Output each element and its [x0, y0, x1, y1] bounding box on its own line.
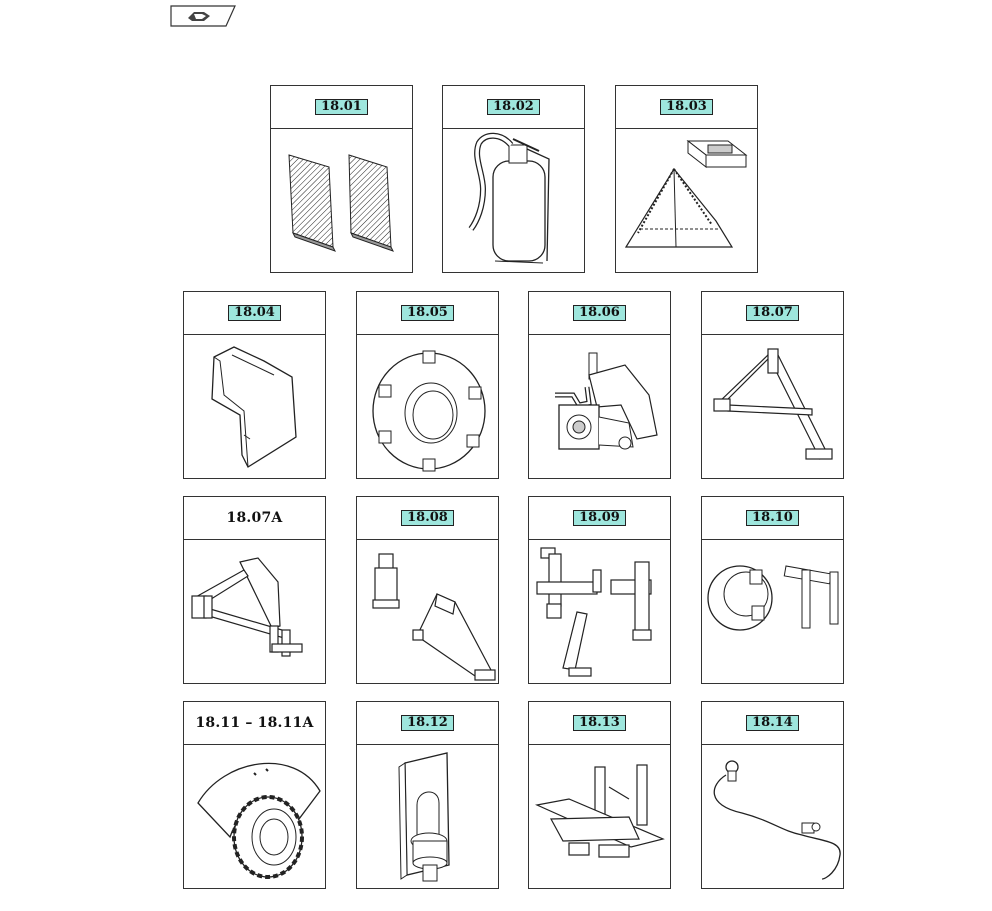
- mudguard-tire-icon: [184, 745, 325, 888]
- jack-stand-icon: [357, 540, 498, 683]
- part-code-badge: 18.03: [660, 99, 713, 115]
- part-card-18-08[interactable]: [356, 496, 499, 684]
- back-navigation-icon[interactable]: [170, 5, 236, 27]
- a-frame-icon: [702, 335, 843, 478]
- front-weight-icon: [184, 335, 325, 478]
- linkage-frame-icon: [184, 540, 325, 683]
- part-card-18-03[interactable]: [615, 85, 758, 273]
- part-code-badge: 18.04: [228, 305, 281, 321]
- part-card-18-07a[interactable]: [183, 496, 326, 684]
- part-code-badge: 18.13: [573, 715, 626, 731]
- part-code-label: 18.11 – 18.11A: [195, 715, 314, 731]
- nut-socket-wrench-icon: [702, 540, 843, 683]
- part-code-badge: 18.14: [746, 715, 799, 731]
- part-code-badge: 18.12: [401, 715, 454, 731]
- part-code-badge: 18.06: [573, 305, 626, 321]
- part-code-badge: 18.01: [315, 99, 368, 115]
- part-code-badge: 18.02: [487, 99, 540, 115]
- part-card-18-10[interactable]: [701, 496, 844, 684]
- part-code-label: 18.07A: [226, 510, 283, 526]
- part-card-18-04[interactable]: [183, 291, 326, 479]
- part-card-18-05[interactable]: [356, 291, 499, 479]
- part-card-18-09[interactable]: [528, 496, 671, 684]
- part-card-18-12[interactable]: [356, 701, 499, 889]
- fire-extinguisher-icon: [443, 129, 584, 272]
- part-code-badge: 18.10: [746, 510, 799, 526]
- frame-kit-icon: [529, 745, 670, 888]
- part-code-badge: 18.05: [401, 305, 454, 321]
- part-code-badge: 18.09: [573, 510, 626, 526]
- tow-hitch-icon: [529, 335, 670, 478]
- cable-sensor-icon: [702, 745, 843, 888]
- part-card-18-14[interactable]: [701, 701, 844, 889]
- part-code-badge: 18.07: [746, 305, 799, 321]
- part-card-18-06[interactable]: [528, 291, 671, 479]
- bracket-mount-icon: [357, 745, 498, 888]
- part-code-badge: 18.08: [401, 510, 454, 526]
- part-card-18-01[interactable]: [270, 85, 413, 273]
- wheel-chock-icon: [616, 129, 757, 272]
- support-jacks-icon: [529, 540, 670, 683]
- part-card-18-13[interactable]: [528, 701, 671, 889]
- wheel-weight-icon: [357, 335, 498, 478]
- part-card-18-02[interactable]: [442, 85, 585, 273]
- part-card-18-07[interactable]: [701, 291, 844, 479]
- part-card-18-11[interactable]: [183, 701, 326, 889]
- plates-icon: [271, 129, 412, 272]
